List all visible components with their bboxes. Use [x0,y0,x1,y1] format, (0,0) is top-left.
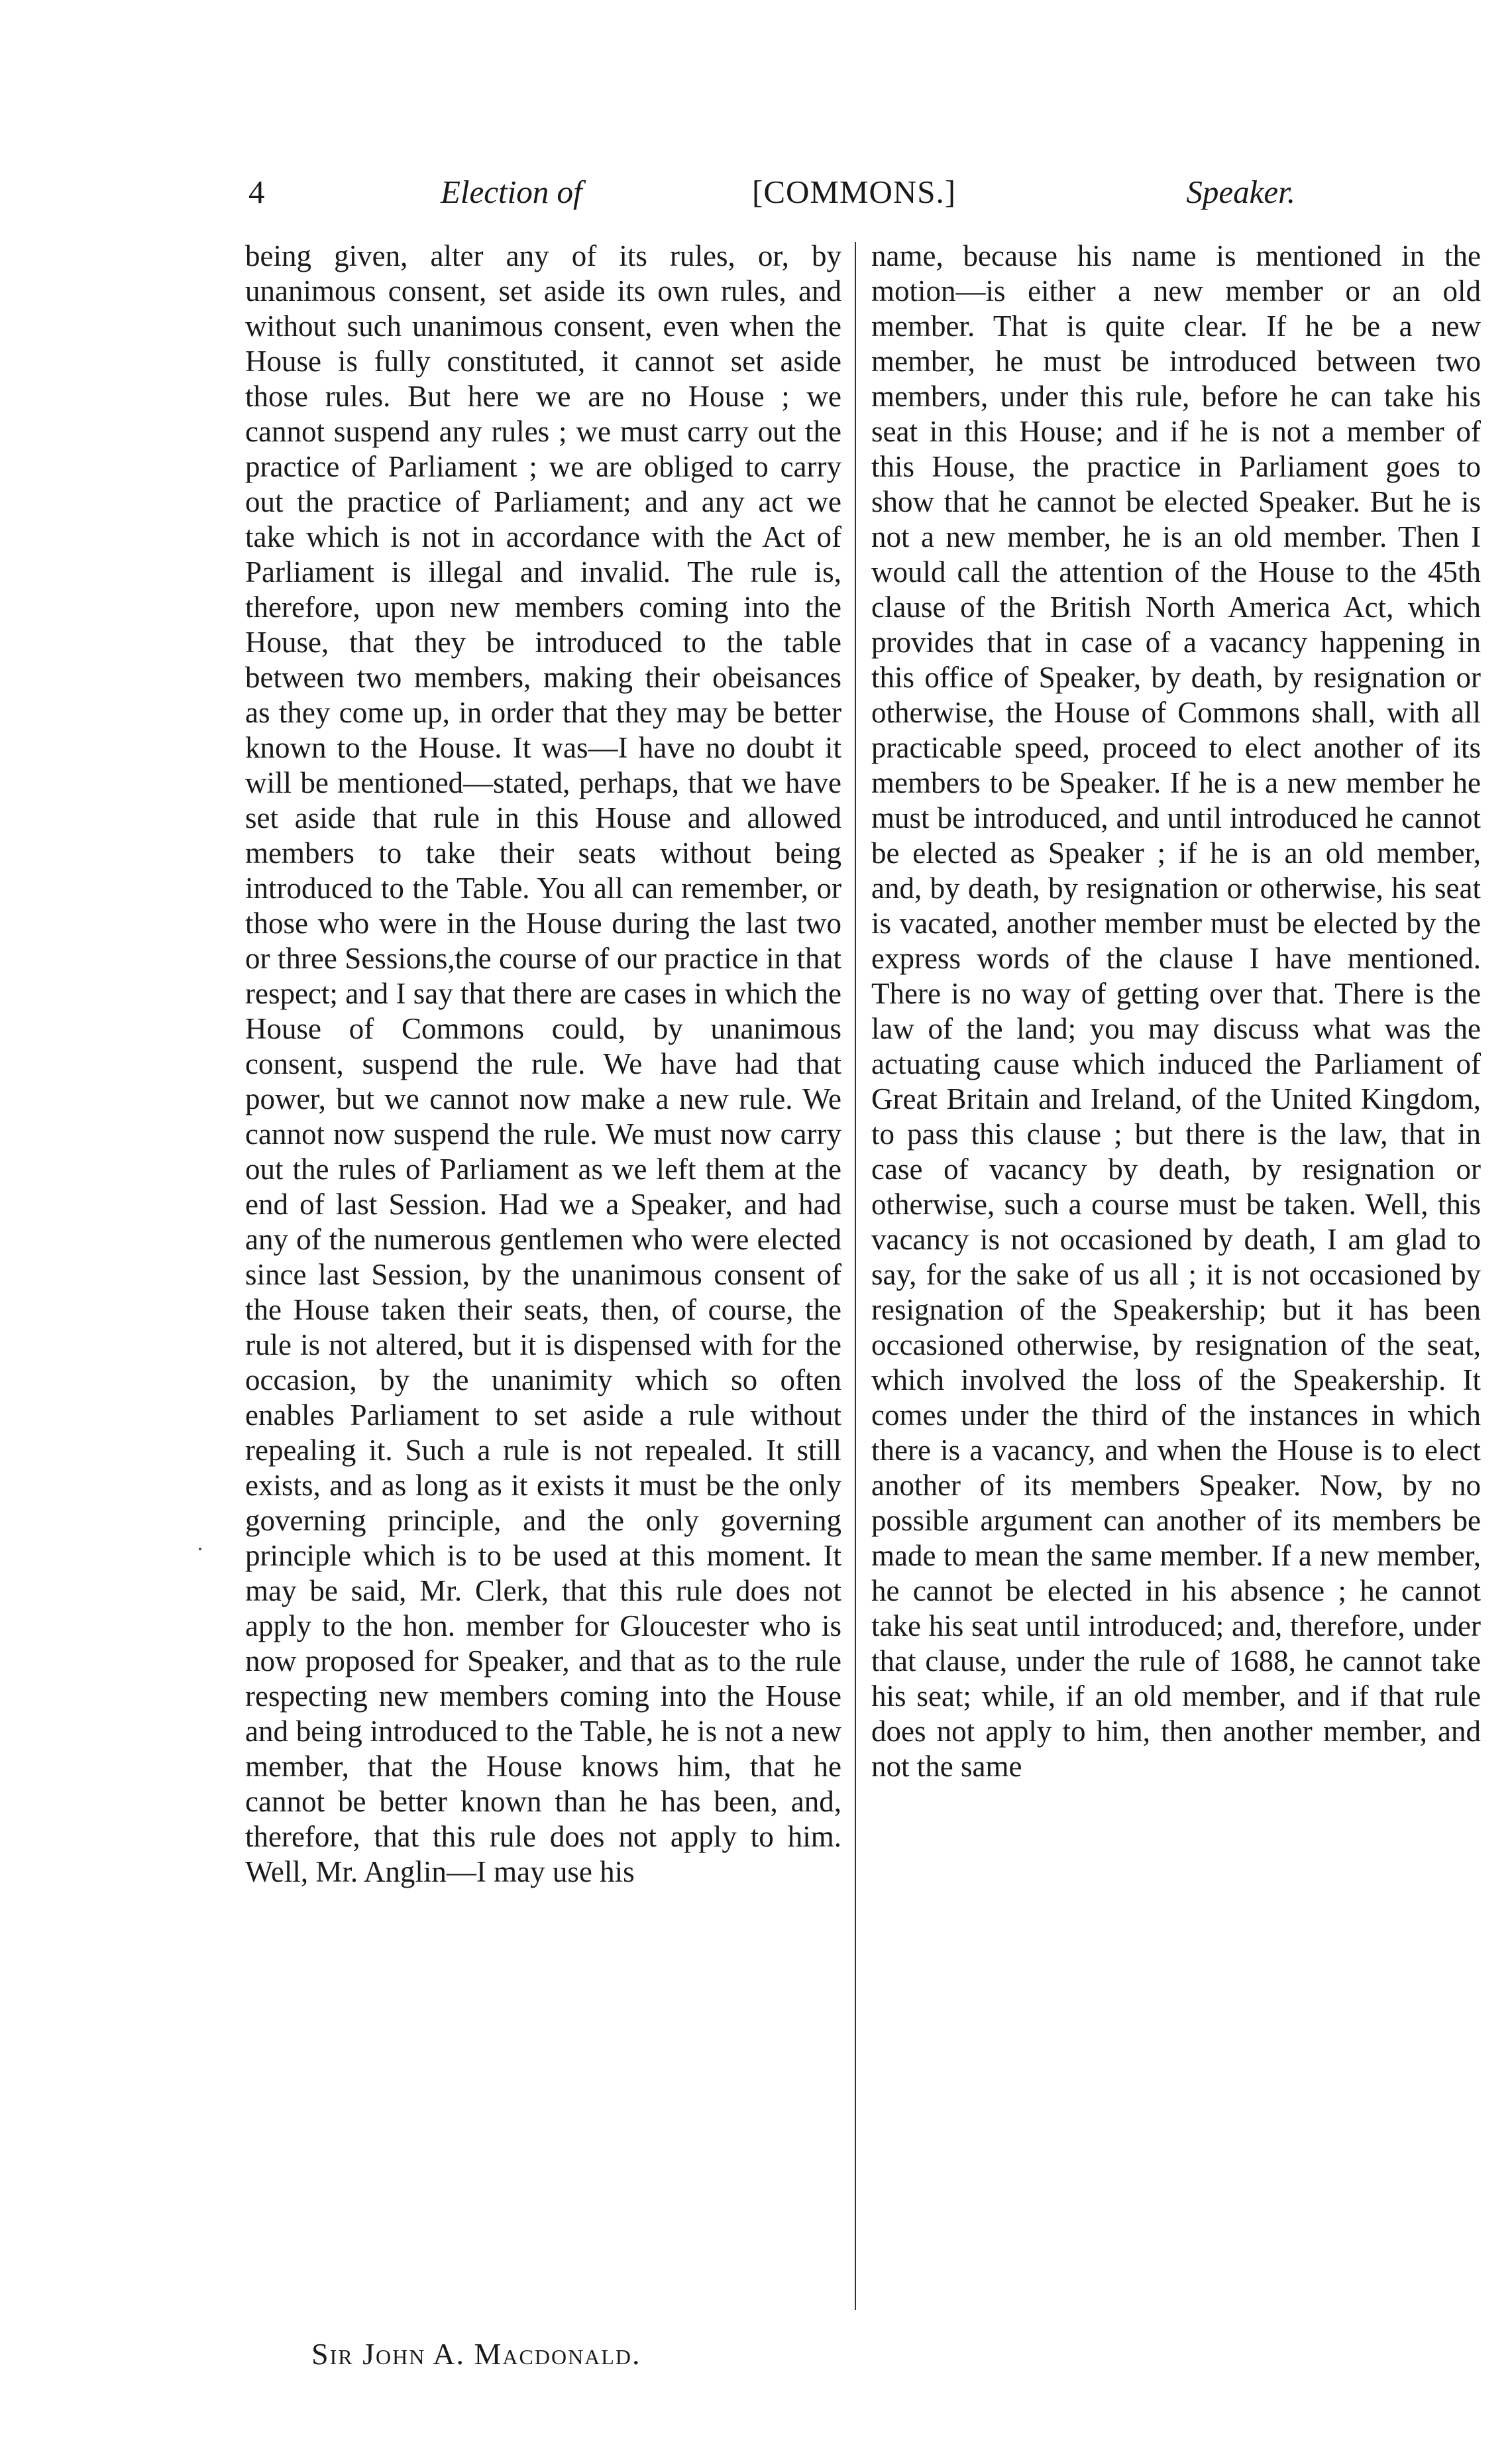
column-divider [855,242,856,2310]
speaker-attribution: Sir John A. Macdonald. [311,2337,641,2371]
page-number: 4 [248,174,265,210]
header-left-title: Election of [441,174,582,210]
right-column-text: name, because his name is mentioned in the motion—is either a new member or an old member. That is quite clear. If he be a new member, he must be introduced between two members, under this rule, before he can take his seat in this House; and if he is not a member of this House, the practice in Parliament goes to show that he cannot be elected Speaker. But he is not a new member, he is an old member. Then I would call the attention of the House to the 45th clause of the British North America Act, which provides that in case of a vacancy happening in this office of Speaker, by death, by resignation or otherwise, the House of Commons shall, with all practicable speed, proceed to elect another of its members to be Speaker. If he is a new member he must be introduced, and until introduced he cannot be elected as Speaker ; if he is an old member, and, by death, by resignation or otherwise, his seat is vacated, another member must be elected by the express words of the clause I have mentioned. There is no way of getting over that. There is the law of the land; you may discuss what was the actuating cause which induced the Parliament of Great Britain and Ireland, of the United Kingdom, to pass this clause ; but there is the law, that in case of vacancy by death, by resignation or otherwise, such a course must be taken. Well, this vacancy is not occasioned by death, I am glad to say, for the sake of us all ; it is not occasioned by resignation of the Speakership; but it has been occasioned otherwise, by resignation of the seat, which involved the loss of the Speakership. It comes under the third of the instances in which there is a vacancy, and when the House is to elect another of its members Speaker. Now, by no possible argument can another of its members be made to mean the same member. If a new member, he cannot be elected in his absence ; he cannot take his seat until introduced; and, therefore, under that clause, under the rule of 1688, he cannot take his seat; while, if an old member, and if that rule does not apply to him, then another member, and not the same [871,239,1481,1783]
left-column-text: being given, alter any of its rules, or, by unanimous consent, set aside its own rules, and without such unanimous consent, even when the House is fully constituted, it cannot set aside those rules. But here we are no House ; we cannot suspend any rules ; we must carry out the practice of Parliament ; we are obliged to carry out the practice of Parliament; and any act we take which is not in accordance with the Act of Parliament is illegal and invalid. The rule is, therefore, upon new members coming into the House, that they be introduced to the table between two members, making their obeisances as they come up, in order that they may be better known to the House. It was—I have no doubt it will be mentioned—stated, perhaps, that we have set aside that rule in this House and allowed members to take their seats without being introduced to the Table. You all can remember, or those who were in the House during the last two or three Sessions,the course of our practice in that respect; and I say that there are cases in which the House of Commons could, by unanimous consent, suspend the rule. We have had that power, but we cannot now make a new rule. We cannot now suspend the rule. We must now carry out the rules of Parliament as we left them at the end of last Session. Had we a Speaker, and had any of the numerous gentlemen who were elected since last Session, by the unanimous consent of the House taken their seats, then, of course, the rule is not altered, but it is dispensed with for the occasion, by the unanimity which so often enables Parliament to set aside a rule without repealing it. Such a rule is not repealed. It still exists, and as long as it exists it must be the only governing principle, and the only governing principle which is to be used at this moment. It may be said, Mr. Clerk, that this rule does not apply to the hon. member for Gloucester who is now proposed for Speaker, and that as to the rule respecting new members coming into the House and being introduced to the Table, he is not a new member, that the House knows him, that he cannot be better known than he has been, and, therefore, that this rule does not apply to him. Well, Mr. Anglin—I may use his [245,239,841,1888]
left-column [245,239,841,2313]
header-right-title: Speaker. [1186,174,1295,210]
running-header [248,166,1295,219]
right-column [871,239,1481,2313]
ink-speck [199,1548,201,1550]
header-center-title: [COMMONS.] [752,174,957,210]
